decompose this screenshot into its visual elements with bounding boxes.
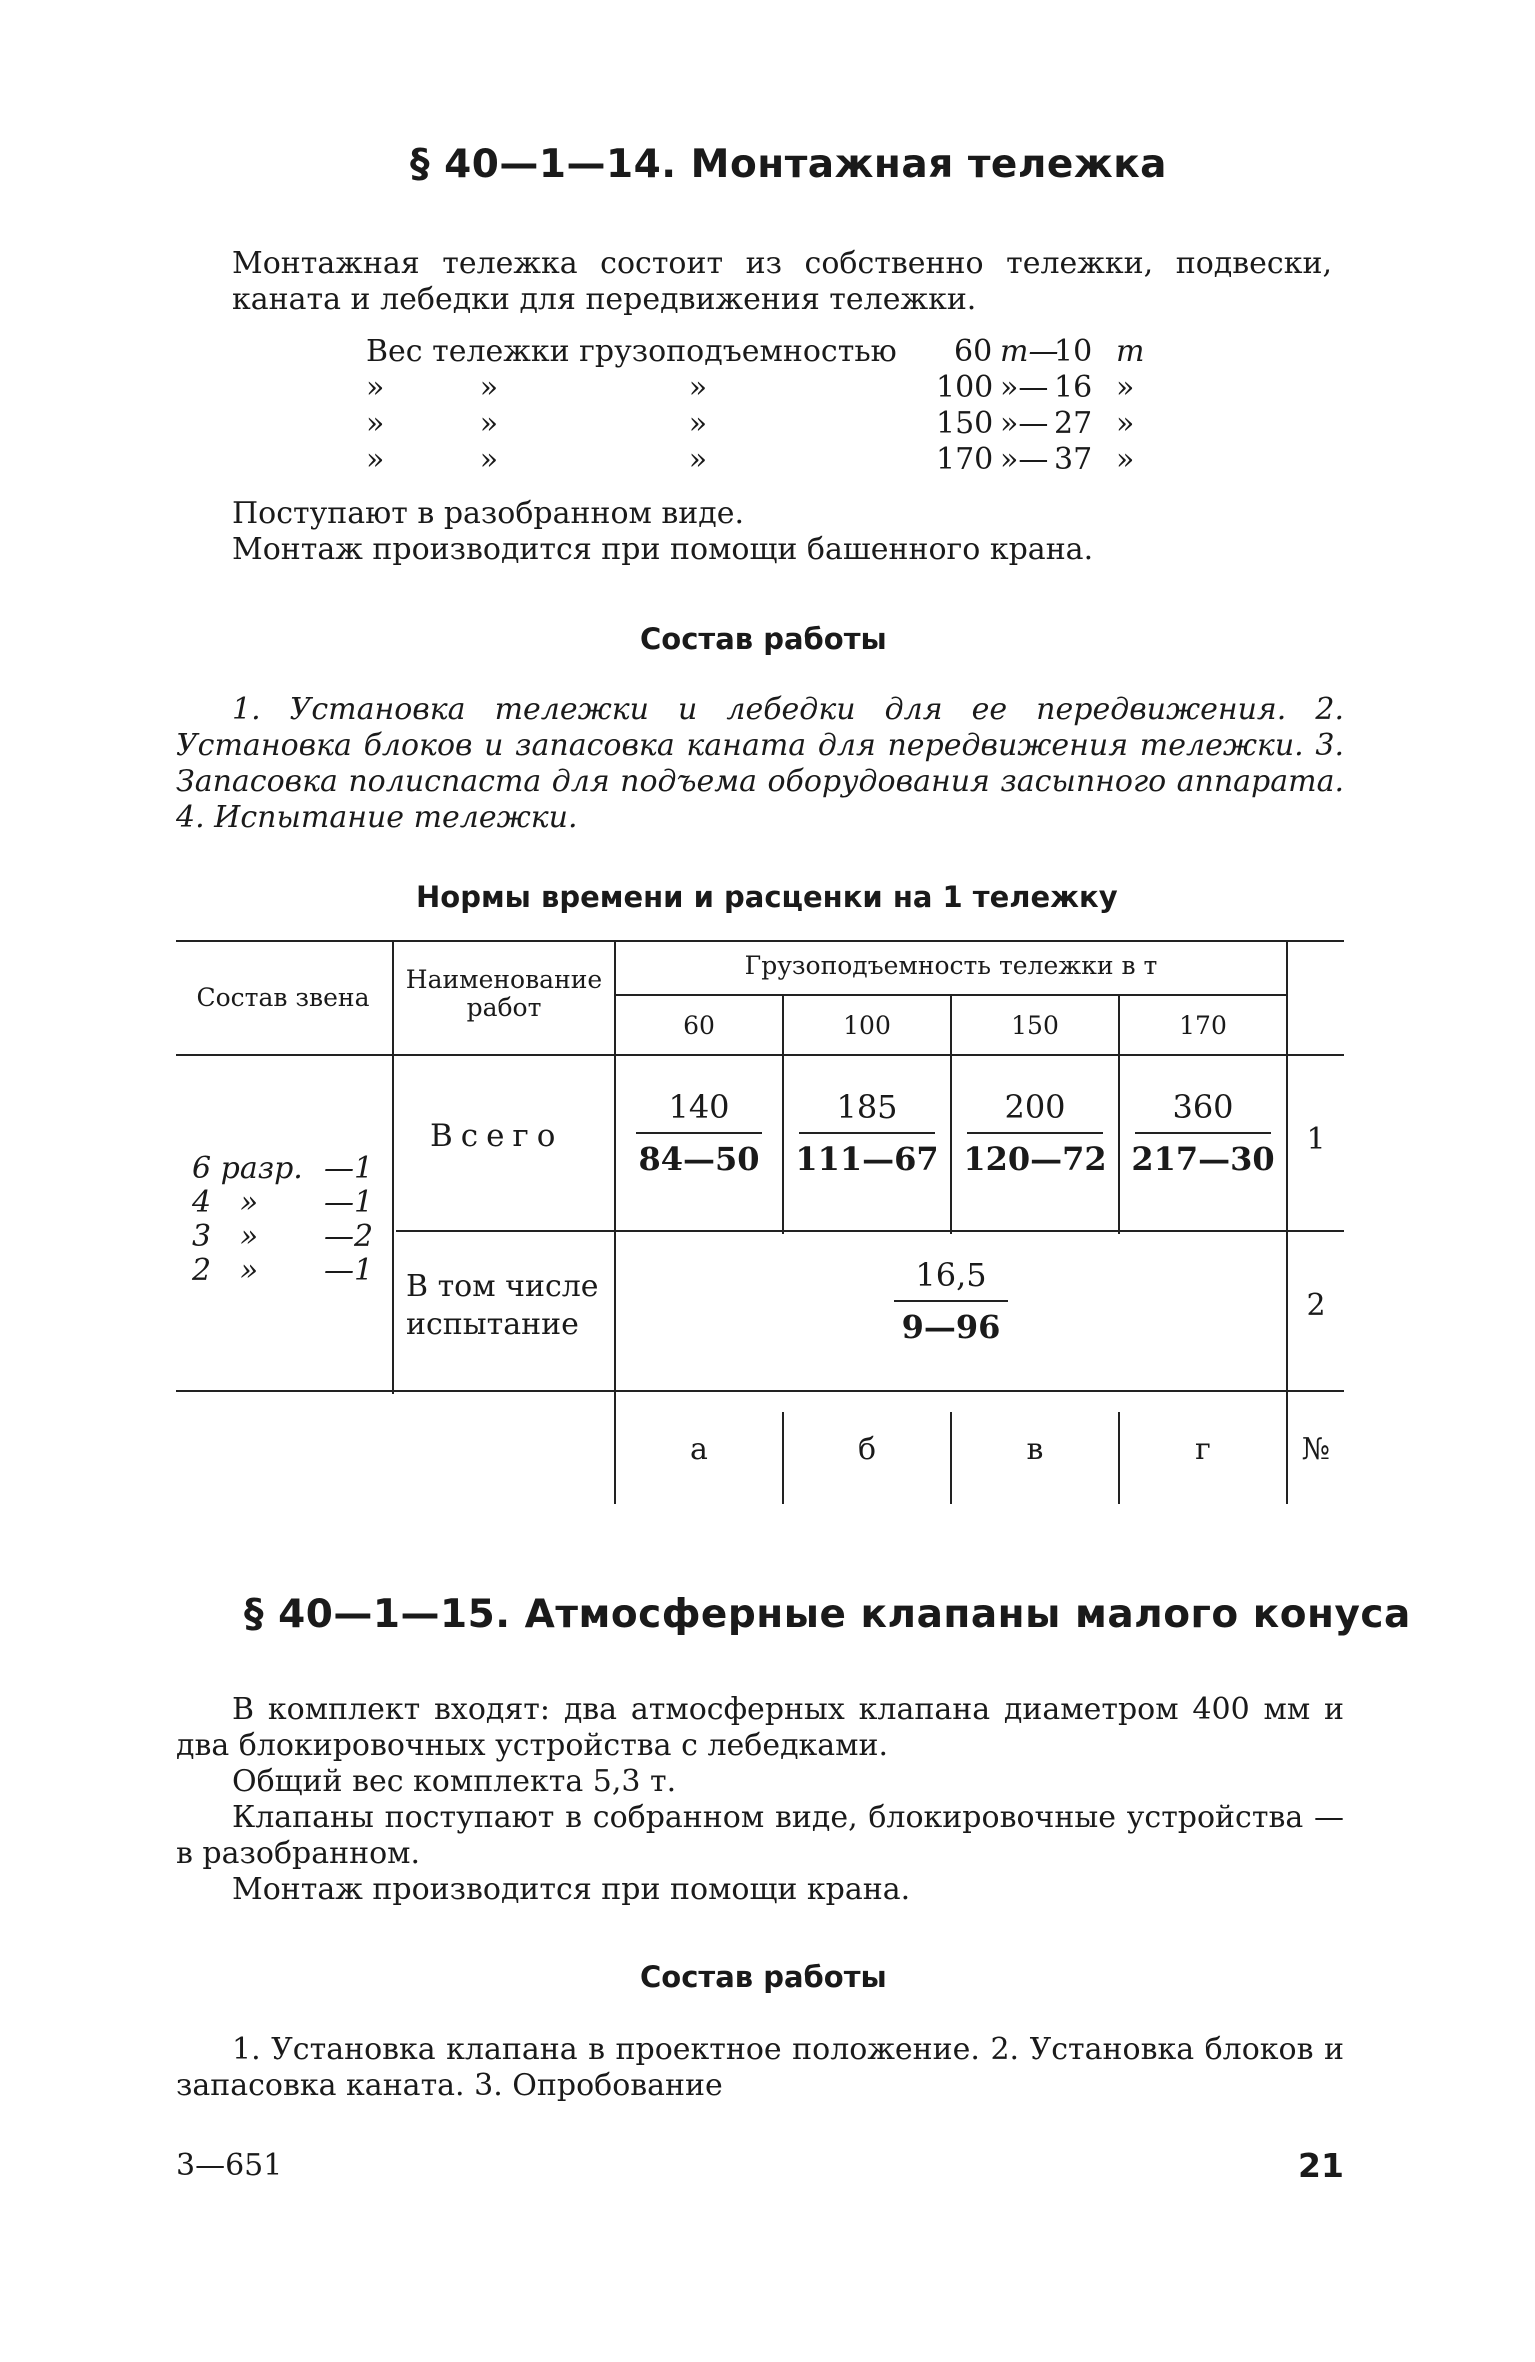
norm-price: 84—50: [638, 1140, 760, 1178]
weight-unit: »: [1116, 370, 1135, 405]
weight-value: 16: [1054, 370, 1093, 405]
header-work: Наименование работ: [405, 965, 603, 1022]
table-rule: [616, 994, 1288, 996]
weight-value: 10: [1054, 334, 1093, 369]
crew-count: —1: [324, 1151, 374, 1186]
row1-number: 1: [1306, 1122, 1326, 1157]
weight-label: » » »: [366, 442, 708, 477]
section2-p3: Клапаны поступают в собранном виде, блокировочные устройства — в разобранном.: [176, 1800, 1344, 1871]
weight-capacity: 60: [954, 334, 993, 369]
norm-price: 111—67: [795, 1140, 939, 1178]
table-rule: [392, 940, 394, 1394]
weight-capacity: 150: [936, 406, 994, 441]
crew-row: [192, 1152, 382, 1186]
weight-capacity: 100: [936, 370, 994, 405]
section-title-1: § 40—1—14. Монтажная тележка: [410, 142, 1167, 187]
row1-name: Всего: [430, 1118, 564, 1154]
table-rule: [176, 1054, 1344, 1056]
norm-price: 217—30: [1131, 1140, 1275, 1178]
table-rule: [396, 1230, 1344, 1232]
norm-price: 120—72: [963, 1140, 1107, 1178]
crew-row: [192, 1220, 382, 1254]
row1-value-150: [952, 1088, 1118, 1178]
weight-separator: »—: [1000, 370, 1049, 405]
row1-value-100: [784, 1088, 950, 1178]
section2-p1: В комплект входят: два атмосферных клапана диаметром 400 мм и два блокировочных устройства с лебедками.: [176, 1692, 1344, 1763]
weight-capacity: 170: [936, 442, 994, 477]
weight-label: » » »: [366, 406, 708, 441]
footer-col-v: в: [1026, 1432, 1044, 1467]
section2-p2: Общий вес комплекта 5,3 т.: [232, 1764, 677, 1799]
crew-grade: 2 »: [192, 1253, 259, 1288]
weight-unit: »: [1116, 442, 1135, 477]
row2-value: [616, 1256, 1286, 1346]
crew-row: [192, 1254, 382, 1288]
footer-col-b: б: [857, 1432, 877, 1467]
capacity-100: 100: [843, 1011, 891, 1040]
crew-count: —1: [324, 1253, 374, 1288]
weight-label: Вес тележки грузоподъемностью: [366, 334, 897, 369]
section-title-2: § 40—1—15. Атмосферные клапаны малого конуса: [244, 1592, 1411, 1637]
work-text-1: 1. Установка тележки и лебедки для ее передвижения. 2. Установка блоков и запасовка каната для передвижения тележки. 3. Запасовка полиспаста для подъема оборудования засыпного аппарата. 4. Испытание тележки.: [176, 692, 1344, 835]
header-capacity: [616, 952, 1286, 980]
row2-number: 2: [1306, 1288, 1326, 1323]
capacity-60: 60: [683, 1011, 715, 1040]
table-heading: Нормы времени и расценки на 1 тележку: [416, 880, 1118, 914]
print-code: 3—651: [176, 2148, 283, 2183]
capacity-170: 170: [1179, 1011, 1227, 1040]
crew-list: [192, 1152, 382, 1288]
weight-separator: т—: [1000, 334, 1059, 369]
weight-unit: »: [1116, 406, 1135, 441]
crew-count: —1: [324, 1185, 374, 1220]
intro-paragraph: Монтажная тележка состоит из собственно тележки, подвески, каната и лебедки для передвижения тележки.: [232, 246, 1332, 317]
section2-p4: Монтаж производится при помощи крана.: [232, 1872, 911, 1907]
weight-separator: »—: [1000, 442, 1049, 477]
footer-col-no: №: [1301, 1432, 1331, 1467]
row1-value-170: [1120, 1088, 1286, 1178]
work-heading-1: Состав работы: [640, 622, 887, 656]
weight-value: 37: [1054, 442, 1093, 477]
crew-grade: 6 разр.: [192, 1151, 303, 1186]
page-number: 21: [1298, 2146, 1344, 2185]
delivery-text: Поступают в разобранном виде.: [232, 496, 745, 531]
row1-value-60: [616, 1088, 782, 1178]
norm-time: 140: [668, 1088, 730, 1126]
footer-col-a: а: [690, 1432, 708, 1467]
header-capacity-text: Грузоподъемность тележки в т: [744, 951, 1158, 980]
footer-col-g: г: [1195, 1432, 1211, 1467]
weight-value: 27: [1054, 406, 1093, 441]
norm-price: 9—96: [901, 1308, 1001, 1346]
table-rule: [176, 1390, 1344, 1392]
norm-time: 200: [1004, 1088, 1066, 1126]
weight-label: » » »: [366, 370, 708, 405]
norm-time: 185: [836, 1088, 898, 1126]
work-heading-2: Состав работы: [640, 1960, 887, 1994]
table-rule: [1286, 940, 1288, 1504]
crew-row: [192, 1186, 382, 1220]
norm-time: 16,5: [915, 1256, 987, 1294]
crew-grade: 3 »: [192, 1219, 259, 1254]
weight-unit: т: [1116, 334, 1145, 369]
row2-name: В том числе испытание: [406, 1269, 599, 1342]
assembly-text: Монтаж производится при помощи башенного крана.: [232, 532, 1094, 567]
norm-time: 360: [1172, 1088, 1234, 1126]
crew-grade: 4 »: [192, 1185, 259, 1220]
weight-separator: »—: [1000, 406, 1049, 441]
crew-count: —2: [324, 1219, 374, 1254]
capacity-150: 150: [1011, 1011, 1059, 1040]
header-crew: Состав звена: [196, 983, 370, 1012]
work-text-2: 1. Установка клапана в проектное положение. 2. Установка блоков и запасовка каната. 3. Опробование: [176, 2032, 1344, 2103]
table-rule: [176, 940, 1344, 942]
